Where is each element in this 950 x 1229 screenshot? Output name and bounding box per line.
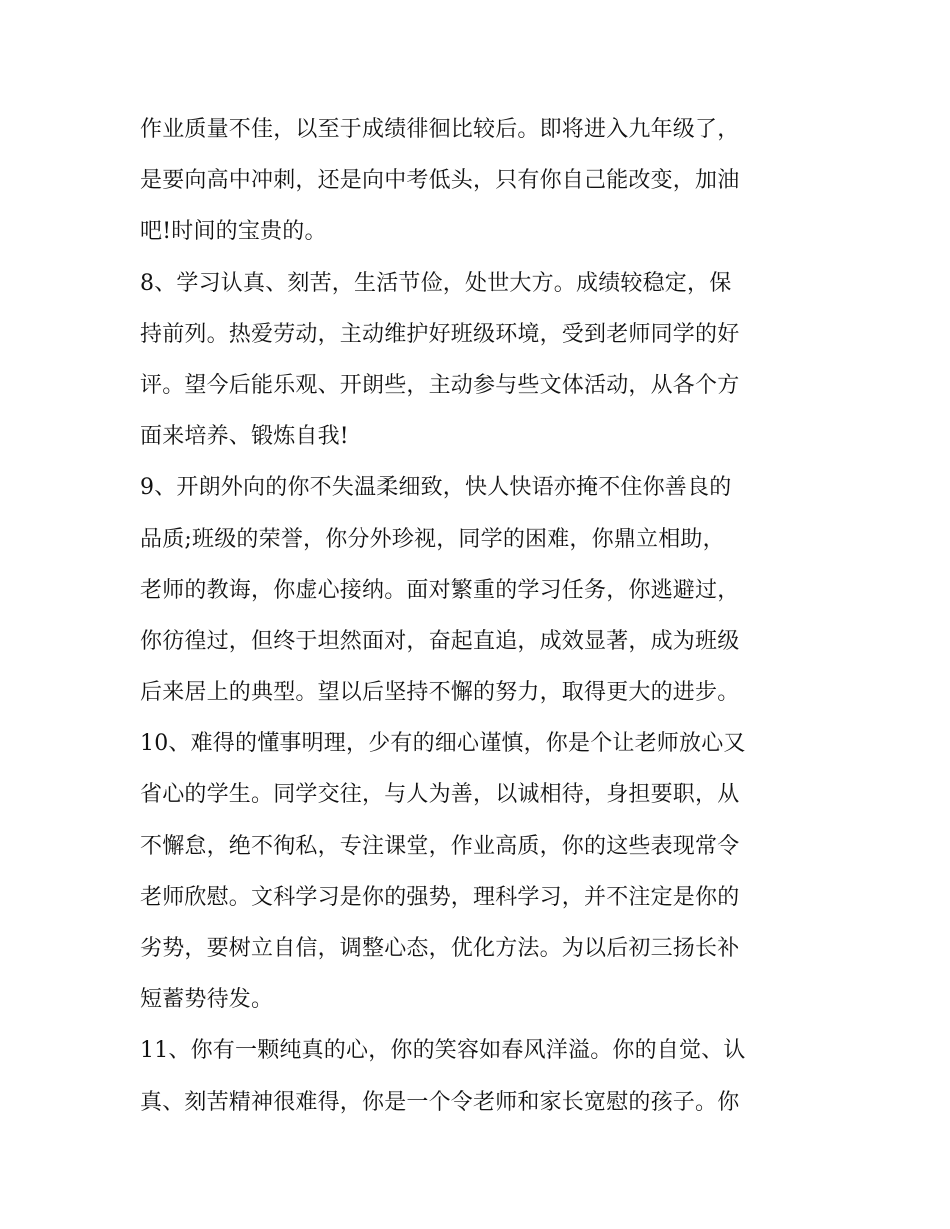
text-line: 你彷徨过，但终于坦然面对，奋起直追，成效显著，成为班级 [140, 628, 740, 654]
text-line: 8、学习认真、刻苦，生活节俭，处世大方。成绩较稳定，保 [140, 270, 732, 296]
text-line: 11、你有一颗纯真的心，你的笑容如春风洋溢。你的自觉、认 [140, 1038, 746, 1064]
text-line: 10、难得的懂事明理，少有的细心谨慎，你是个让老师放心又 [140, 731, 746, 757]
text-line: 老师的教诲，你虚心接纳。面对繁重的学习任务，你逃避过， [140, 577, 740, 603]
text-line: 短蓄势待发。 [140, 987, 274, 1013]
text-line: 劣势，要树立自信，调整心态，优化方法。为以后初三扬长补 [140, 936, 740, 961]
text-line: 老师欣慰。文科学习是你的强势，理科学习，并不注定是你的 [140, 884, 740, 910]
text-line: 面来培养、锻炼自我! [140, 424, 349, 450]
text-line: 后来居上的典型。望以后坚持不懈的努力，取得更大的进步。 [140, 680, 740, 706]
text-line: 省心的学生。同学交往，与人为善，以诚相待，身担要职，从 [140, 782, 740, 808]
comment-text-block [140, 104, 820, 1128]
text-line: 作业质量不佳，以至于成绩徘徊比较后。即将进入九年级了， [140, 117, 740, 142]
text-line: 持前列。热爱劳动，主动维护好班级环境，受到老师同学的好 [140, 321, 740, 347]
text-line: 吧!时间的宝贵的。 [140, 219, 327, 245]
text-line: 评。望今后能乐观、开朗些，主动参与些文体活动，从各个方 [140, 372, 740, 398]
text-line: 真、刻苦精神很难得，你是一个令老师和家长宽慰的孩子。你 [140, 1089, 740, 1115]
text-line: 是要向高中冲刺，还是向中考低头，只有你自己能改变，加油 [140, 168, 740, 194]
text-line: 不懈怠，绝不徇私，专注课堂，作业高质，你的这些表现常令 [140, 833, 740, 859]
text-line: 9、开朗外向的你不失温柔细致，快人快语亦掩不住你善良的 [140, 475, 732, 501]
text-line: 品质;班级的荣誉，你分外珍视，同学的困难，你鼎立相助， [140, 526, 725, 552]
